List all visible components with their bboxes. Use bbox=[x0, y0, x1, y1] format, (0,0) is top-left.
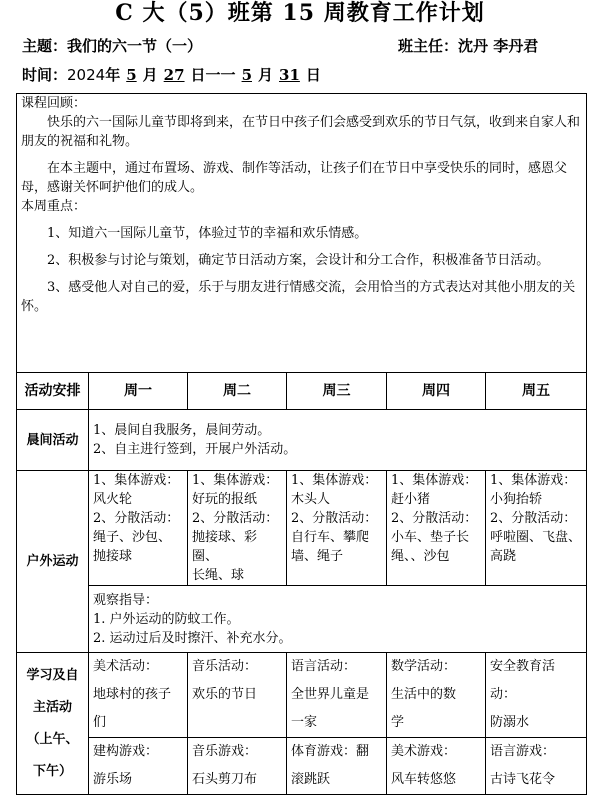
time-year: 2024 bbox=[67, 66, 106, 84]
study-header-line: 主活动 bbox=[32, 699, 72, 715]
day-header: 周二 bbox=[188, 373, 287, 410]
theme-label: 主题： bbox=[22, 37, 68, 55]
outdoor-header: 户外运动 bbox=[17, 471, 89, 653]
cell-line: 绳、、沙包 bbox=[391, 549, 450, 564]
cell-line: 2、分散活动： bbox=[93, 511, 180, 526]
time-text: 月 bbox=[258, 66, 274, 84]
course-intro-cell bbox=[17, 94, 587, 373]
cell-line: 抛接球 bbox=[93, 549, 133, 564]
observe-label: 观察指导： bbox=[93, 592, 159, 608]
day-header: 周四 bbox=[387, 373, 486, 410]
cell-line: 2、分散活动： bbox=[391, 511, 478, 526]
cell-line: 学 bbox=[391, 715, 405, 730]
cell-line: 美术游戏： bbox=[391, 744, 457, 759]
cell-line: 小狗抬轿 bbox=[490, 492, 543, 507]
cell-line: 一家 bbox=[291, 715, 318, 730]
page-title: C 大（5）班第 15 周教育工作计划 bbox=[115, 0, 485, 26]
cell-line: 高跷 bbox=[490, 549, 517, 564]
game-cell bbox=[387, 738, 486, 795]
cell-line: 生活中的数 bbox=[391, 687, 457, 702]
study-cell bbox=[89, 653, 188, 738]
cell-line: 1、集体游戏： bbox=[192, 473, 279, 488]
time-text: 月 bbox=[142, 66, 158, 84]
cell-line: 防溺水 bbox=[490, 715, 530, 730]
study-cell bbox=[287, 653, 387, 738]
game-cell bbox=[486, 738, 587, 795]
outdoor-cell bbox=[188, 471, 287, 586]
time-label: 时间： bbox=[22, 66, 68, 84]
focus-item: 3、感受他人对自己的爱，乐于与朋友进行情感交流，会用恰当的方式表达对其他小朋友的关怀。 bbox=[21, 280, 576, 314]
cell-line: 风车转悠悠 bbox=[391, 772, 457, 787]
cell-line: 1、集体游戏： bbox=[391, 473, 478, 488]
teacher-value: 沈丹 李丹君 bbox=[458, 37, 539, 55]
cell-line: 欢乐的节日 bbox=[192, 687, 258, 702]
time-end-day: 31 bbox=[279, 66, 300, 84]
cell-line: 墙、绳子 bbox=[291, 549, 344, 564]
study-header bbox=[17, 653, 89, 795]
morning-activities bbox=[89, 410, 587, 471]
study-header-line: 学习及自 bbox=[26, 667, 79, 683]
cell-line: 们 bbox=[93, 715, 107, 730]
cell-line: 安全教育活 bbox=[490, 659, 556, 674]
cell-line: 抛接球、彩圈、 bbox=[192, 530, 258, 564]
cell-line: 1、集体游戏： bbox=[490, 473, 577, 488]
cell-line: 1、集体游戏： bbox=[291, 473, 378, 488]
game-cell bbox=[89, 738, 188, 795]
study-header-line: 下午） bbox=[32, 763, 72, 779]
cell-line: 好玩的报纸 bbox=[192, 492, 258, 507]
time-start-month: 5 bbox=[126, 66, 137, 84]
outdoor-cell bbox=[89, 471, 188, 586]
study-cell bbox=[486, 653, 587, 738]
cell-line: 绳子、沙包、 bbox=[93, 530, 172, 545]
cell-line: 动： bbox=[490, 687, 517, 702]
weekly-plan-table bbox=[16, 93, 587, 795]
cell-line: 音乐活动： bbox=[192, 659, 258, 674]
cell-line: 语言活动： bbox=[291, 659, 357, 674]
cell-line: 游乐场 bbox=[93, 772, 133, 787]
focus-item: 1、知道六一国际儿童节，体验过节的幸福和欢乐情感。 bbox=[47, 226, 368, 241]
day-header: 周三 bbox=[287, 373, 387, 410]
cell-line: 自行车、攀爬 bbox=[291, 530, 370, 545]
time-text: 年 bbox=[105, 66, 121, 84]
cell-line: 小车、垫子长 bbox=[391, 530, 470, 545]
cell-line: 语言游戏： bbox=[490, 744, 556, 759]
cell-line: 1、集体游戏： bbox=[93, 473, 180, 488]
cell-line: 赶小猪 bbox=[391, 492, 431, 507]
observation-guidance bbox=[89, 586, 587, 653]
cell-line: 音乐游戏： bbox=[192, 744, 258, 759]
cell-line: 古诗飞花令 bbox=[490, 772, 556, 787]
cell-line: 木头人 bbox=[291, 492, 331, 507]
cell-line: 2、分散活动： bbox=[192, 511, 279, 526]
day-header: 周一 bbox=[89, 373, 188, 410]
cell-line: 建构游戏： bbox=[93, 744, 159, 759]
study-cell bbox=[387, 653, 486, 738]
cell-line: 风火轮 bbox=[93, 492, 133, 507]
cell-line: 数学活动： bbox=[391, 659, 457, 674]
morning-header: 晨间活动 bbox=[17, 410, 89, 471]
cell-line: 滚跳跃 bbox=[291, 772, 331, 787]
outdoor-cell bbox=[287, 471, 387, 586]
cell-line: 体育游戏：翻 bbox=[291, 744, 370, 759]
time-text: 日一一 bbox=[190, 66, 236, 84]
game-cell bbox=[287, 738, 387, 795]
cell-line: 长绳、球 bbox=[192, 568, 245, 583]
teacher-label: 班主任： bbox=[398, 37, 459, 55]
cell-line: 石头剪刀布 bbox=[192, 772, 258, 787]
game-cell bbox=[188, 738, 287, 795]
cell-line: 2、分散活动： bbox=[291, 511, 378, 526]
review-paragraph: 在本主题中，通过布置场、游戏、制作等活动，让孩子们在节日中享受快乐的同时，感恩父母，感谢关怀呵护他们的成人。 bbox=[21, 161, 568, 195]
review-label: 课程回顾： bbox=[21, 96, 87, 111]
outdoor-cell bbox=[387, 471, 486, 586]
study-header-line: （上午、 bbox=[26, 731, 79, 747]
teacher-line bbox=[398, 36, 538, 56]
time-end-month: 5 bbox=[241, 66, 252, 84]
time-line bbox=[22, 65, 321, 85]
study-cell bbox=[188, 653, 287, 738]
morning-line: 2、自主进行签到，开展户外活动。 bbox=[93, 442, 297, 457]
cell-line: 美术活动： bbox=[93, 659, 159, 674]
focus-item: 2、积极参与讨论与策划，确定节日活动方案，会设计和分工合作，积极准备节日活动。 bbox=[47, 253, 550, 268]
observe-line: 2. 运动过后及时擦汗、补充水分。 bbox=[93, 630, 292, 646]
observe-line: 1. 户外运动的防蚊工作。 bbox=[93, 611, 240, 627]
cell-line: 全世界儿童是 bbox=[291, 687, 370, 702]
cell-line: 2、分散活动： bbox=[490, 511, 577, 526]
time-text: 日 bbox=[305, 66, 321, 84]
review-paragraph: 快乐的六一国际儿童节即将到来，在节日中孩子们会感受到欢乐的节日气氛，收到来自家人和朋友的祝福和礼物。 bbox=[21, 115, 581, 149]
theme-value: 我们的六一节（一） bbox=[67, 37, 203, 55]
time-start-day: 27 bbox=[163, 66, 185, 84]
focus-label: 本周重点： bbox=[21, 199, 87, 214]
theme-line bbox=[22, 36, 202, 56]
day-header: 周五 bbox=[486, 373, 587, 410]
cell-line: 地球村的孩子 bbox=[93, 687, 172, 702]
corner-header: 活动安排 bbox=[17, 373, 89, 410]
cell-line: 呼啦圈、飞盘、 bbox=[490, 530, 582, 545]
morning-line: 1、晨间自我服务，晨间劳动。 bbox=[93, 423, 271, 438]
outdoor-cell bbox=[486, 471, 587, 586]
